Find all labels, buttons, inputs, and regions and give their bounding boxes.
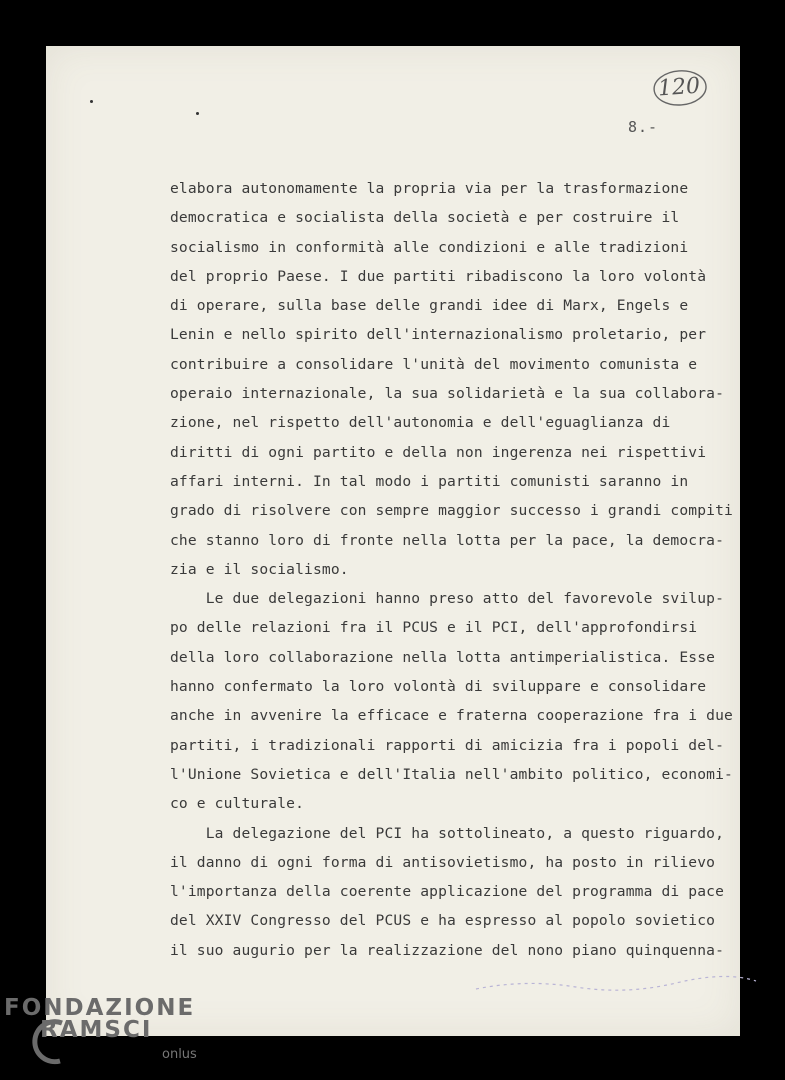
- watermark-line-3: onlus: [162, 1047, 197, 1062]
- watermark-logo: [4, 995, 197, 1062]
- text-line: il danno di ogni forma di antisovietismo, ha posto in rilievo: [170, 853, 716, 871]
- archive-number-stamp: [651, 66, 708, 108]
- text-line: Lenin e nello spirito dell'internazionalismo proletario, per: [170, 326, 707, 344]
- text-line: hanno confermato la loro volontà di sviluppare e consolidare: [170, 678, 707, 696]
- text-line: contribuire a consolidare l'unità del movimento comunista e: [170, 355, 698, 373]
- text-line: zia e il socialismo.: [170, 560, 349, 578]
- text-line: La delegazione del PCI ha sottolineato, a questo riguardo,: [170, 824, 725, 842]
- watermark-line-1: FONDAZIONE: [4, 995, 196, 1021]
- text-line: l'Unione Sovietica e dell'Italia nell'ambito politico, economi-: [170, 765, 733, 783]
- watermark-line-2: RAMSCI: [40, 1017, 153, 1043]
- text-line: socialismo in conformità alle condizioni e alle tradizioni: [170, 238, 689, 256]
- text-line: il suo augurio per la realizzazione del nono piano quinquenna-: [170, 941, 725, 959]
- text-line: zione, nel rispetto dell'autonomia e dell'eguaglianza di: [170, 414, 671, 432]
- pencil-mark: [466, 971, 766, 1001]
- body-text: [170, 174, 733, 965]
- text-line: del proprio Paese. I due partiti ribadiscono la loro volontà: [170, 267, 707, 285]
- text-line: di operare, sulla base delle grandi idee di Marx, Engels e: [170, 297, 689, 315]
- text-line: diritti di ogni partito e della non ingerenza nei rispettivi: [170, 443, 707, 461]
- text-line: co e culturale.: [170, 795, 305, 813]
- g-arc-icon: [30, 1017, 70, 1067]
- ink-dot: [90, 100, 93, 103]
- page-number: 8.-: [628, 118, 659, 136]
- text-line: del XXIV Congresso del PCUS e ha espresso al popolo sovietico: [170, 912, 716, 930]
- text-line: affari interni. In tal modo i partiti comunisti saranno in: [170, 472, 689, 490]
- text-line: della loro collaborazione nella lotta antimperialistica. Esse: [170, 648, 716, 666]
- text-line: elabora autonomamente la propria via per la trasformazione: [170, 180, 689, 197]
- text-line: Le due delegazioni hanno preso atto del favorevole svilup-: [170, 590, 725, 608]
- text-line: democratica e socialista della società e per costruire il: [170, 209, 680, 227]
- text-line: anche in avvenire la efficace e fraterna cooperazione fra i due: [170, 707, 733, 725]
- text-line: partiti, i tradizionali rapporti di amicizia fra i popoli del-: [170, 736, 725, 754]
- text-line: po delle relazioni fra il PCUS e il PCI, dell'approfondirsi: [170, 619, 698, 637]
- text-line: l'importanza della coerente applicazione del programma di pace: [170, 883, 725, 901]
- text-line: operaio internazionale, la sua solidarietà e la sua collabora-: [170, 385, 725, 403]
- document-page: [46, 46, 740, 1036]
- text-line: che stanno loro di fronte nella lotta per la pace, la democra-: [170, 531, 725, 549]
- ink-dot: [196, 112, 199, 115]
- text-line: grado di risolvere con sempre maggior successo i grandi compiti: [170, 502, 733, 520]
- archive-number: 120: [657, 73, 701, 101]
